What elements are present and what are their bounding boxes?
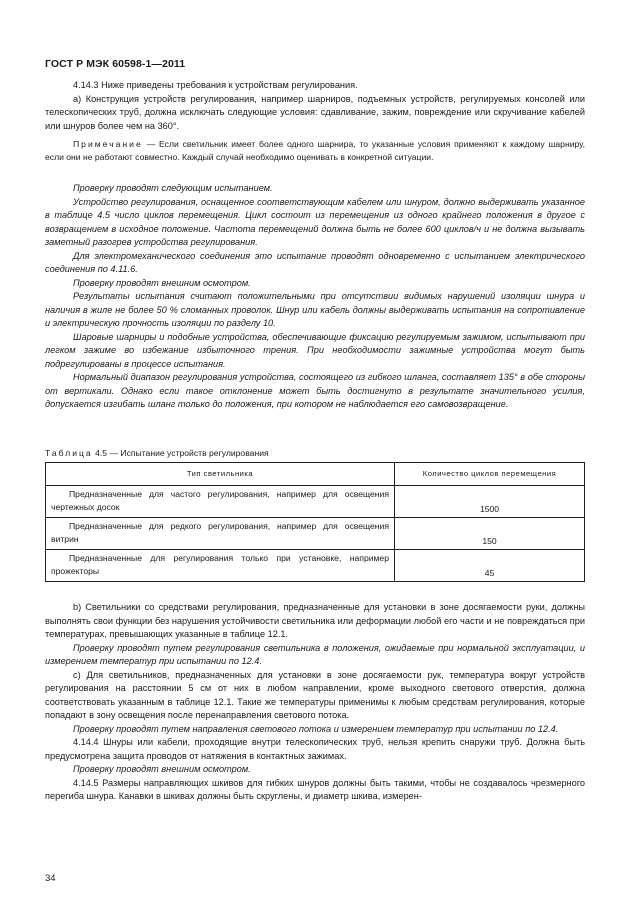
table-caption [45, 448, 269, 458]
table-4-5 [45, 462, 585, 582]
table-row [46, 486, 585, 518]
note-label: Примечание [73, 139, 143, 149]
table-col-type: Тип светильника [46, 463, 395, 486]
test-electromechanical: Для электромеханического соединения это испытание проводят одновременно с испытанием электрического соединения по 4.11.6. [45, 250, 585, 274]
clause-4-14-5: 4.14.5 Размеры направляющих шкивов для гибких шнуров должны быть такими, чтобы не создавалось чрезмерного перегиба шнура. Канавки в шкивах должны быть скруглены, и диаметр шкива, измерен- [45, 777, 585, 801]
clause-4-14-4-test: Проверку проводят внешним осмотром. [73, 764, 251, 774]
table-cell-type: Предназначенные для регулирования только при установке, например прожекторы [46, 550, 395, 582]
clause-c: c) Для светильников, предназначенных для установки в зоне досягаемости рук, температура вокруг устройств регулирования на расстоянии 5 см от них в любом направлении, кроме выходного светового отверстия, должна соответствовать указанным в таблице 12.1. Такие же температуры применимы к любым средствам регулирования, которые попадают в зону освещения после перенаправления светового потока. [45, 669, 585, 720]
table-header-row [46, 463, 585, 486]
clause-4-14-4: 4.14.4 Шнуры или кабели, проходящие внутри телескопических труб, нельзя крепить снаружи труб. Должна быть предусмотрена защита проводов от натяжения в контактных зажимах. [45, 737, 585, 761]
test-flexible-hose: Нормальный диапазон регулирования устройства, состоящего из гибкого шланга, составляет 135° в обе стороны от вертикали. Однако если такое отклонение может быть достигнуто в результате значительного усилия, допускается изгибать шланг только до положения, при котором не наблюдается его самовозвращение. [45, 372, 585, 409]
test-results: Результаты испытания считают положительными при отсутствии видимых нарушений изоляции шнура и наличия в жиле не более 50 % сломанных проволок. Шнур или кабель должны выдерживать испытания на сопротивление и электрическую прочность изоляции по разделу 10. [45, 291, 585, 328]
clause-b-test: Проверку проводят путем регулирования светильника в положения, ожидаемые при нормальной эксплуатации, и измерением температур при испытании по 12.4. [45, 642, 585, 666]
table-caption-label: Таблица [45, 448, 93, 458]
section-4-14-3 [45, 79, 585, 133]
table-cell-cycles: 150 [395, 518, 585, 550]
table-row [46, 518, 585, 550]
note-text: — Если светильник имеет более одного шарнира, то указанные условия применяют к каждому шарниру, если они не работают совместно. Каждый случай необходимо оценивать в конкретной ситуации. [45, 139, 585, 162]
test-ball-joints: Шаровые шарниры и подобные устройства, обеспечивающие фиксацию регулируемым зажимом, испытывают при легком зажиме во избежание избыточного трения. При необходимости зажимные устройства могут быть подрегулированы в процессе испытания. [45, 331, 585, 369]
page-number: 34 [45, 873, 56, 884]
table-col-cycles: Количество циклов перемещения [395, 463, 585, 486]
test-inspection: Проверку проводят внешним осмотром. [73, 277, 251, 288]
table-cell-cycles: 45 [395, 550, 585, 582]
test-cycles: Устройство регулирования, оснащенное соответствующим кабелем или шнуром, должно выдерживать указанное в таблице 4.5 число циклов перемещения. Цикл состоит из перемещения из одного крайнего положения в другое с возвращением в исходное положение. Частота перемещений должна быть не более 600 циклов/ч и не должна вызывать заметный разогрев устройства регулирования. [45, 196, 585, 247]
table-cell-type: Предназначенные для редкого регулирования, например для освещения витрин [46, 518, 395, 550]
table-cell-type: Предназначенные для частого регулирования, например для освещения чертежных досок [46, 486, 395, 518]
test-procedure-block [45, 182, 585, 412]
continued-section [45, 601, 585, 804]
table-caption-text: 4.5 — Испытание устройств регулирования [92, 448, 269, 458]
clause-intro: 4.14.3 Ниже приведены требования к устройствам регулирования. [73, 80, 358, 90]
document-header-title: ГОСТ Р МЭК 60598-1—2011 [45, 58, 186, 70]
test-intro: Проверку проводят следующим испытанием. [73, 183, 273, 193]
clause-b: b) Светильники со средствами регулирования, предназначенные для установки в зоне досягаемости руки, должны выполнять свои функции без нарушения устойчивости светильника или деформации любой его части и не повреждаться при температурах, превышающих указанные в таблице 12.1. [45, 602, 585, 639]
clause-c-test: Проверку проводят путем направления светового потока и измерением температур при испытании по 12.4. [73, 723, 559, 734]
note-block [45, 138, 585, 163]
table-row [46, 550, 585, 582]
clause-a: а) Конструкция устройств регулирования, например шарниров, подъемных устройств, регулируемых консолей или телескопических труб, должна исключать следующие условия: сдавливание, зажим, повреждение или скручивание кабелей или шнуров более чем на 360°. [45, 93, 585, 131]
table-cell-cycles: 1500 [395, 486, 585, 518]
